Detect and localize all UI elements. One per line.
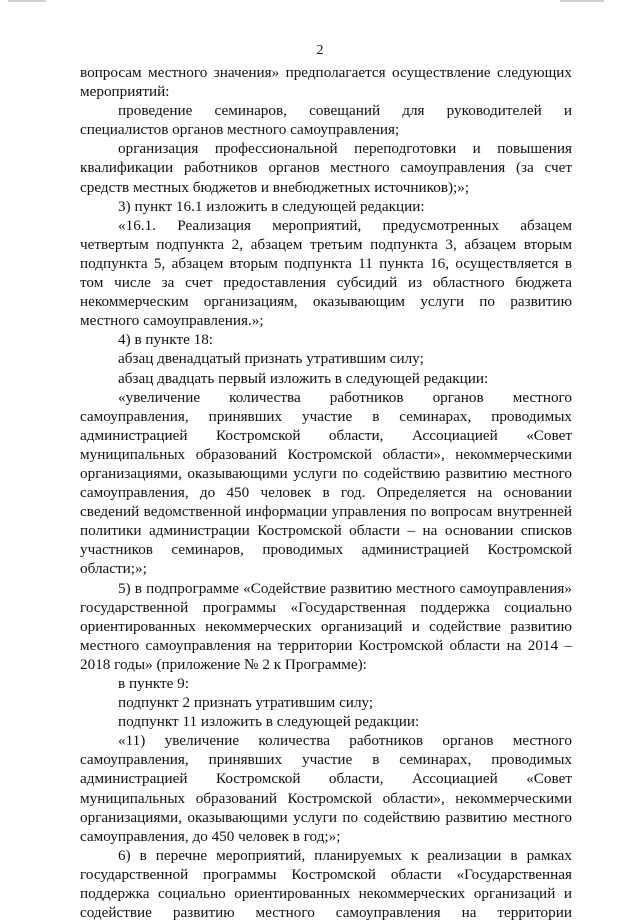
paragraph-training: организация профессиональной переподготовки и повышения квалификации работников органов местного самоуправления (за счет средств местных бюджетов и внебюджетных источников);»; bbox=[80, 140, 572, 196]
document-body bbox=[80, 63, 572, 922]
paragraph-item-6: 6) в перечне мероприятий, планируемых к реализации в рамках государственной программы Костромской области «Государственная поддержка социально ориентированных некоммерческих организаций и содействие развитию местного самоуправления на территории bbox=[80, 846, 572, 922]
paragraph-item-4: 4) в пункте 18: bbox=[118, 331, 214, 349]
scan-edge-mark bbox=[8, 0, 46, 2]
paragraph-point-9: в пункте 9: bbox=[118, 675, 189, 692]
paragraph-indicator-text: «увеличение количества работников органов местного самоуправления, принявших участие в семинарах, проводимых администрацией Костромской области, Ассоциацией «Совет муниципальных образований Костромской области», некоммерческими организациями, оказывающими услуги по содействию развитию местного самоуправления, до 450 человек в год. Определяется на основании сведений ведомственной информации управления по вопросам внутренней политики администрации Костромской области – на основании списков участников семинаров, проводимых администрацией Костромской области;»; bbox=[80, 388, 572, 578]
scan-edge-mark bbox=[560, 0, 604, 2]
paragraph-amend-subpoint-11: подпункт 11 изложить в следующей редакции: bbox=[118, 713, 420, 731]
paragraph-continuation: вопросам местного значения» предполагается осуществление следующих мероприятий: bbox=[80, 64, 572, 101]
paragraph-subpoint-11-text: «11) увеличение количества работников органов местного самоуправления, принявших участие в семинарах, проводимых администрацией Костромской области, Ассоциацией «Совет муниципальных образований Костромской области», некоммерческими организациями, оказывающими услуги по содействию развитию местного самоуправления, до 450 человек в год;»; bbox=[80, 732, 572, 845]
paragraph-repeal-subpoint-2: подпункт 2 признать утратившим силу; bbox=[118, 694, 374, 712]
paragraph-seminars: проведение семинаров, совещаний для руководителей и специалистов органов местного самоуправления; bbox=[80, 102, 572, 139]
paragraph-clause-16-1: «16.1. Реализация мероприятий, предусмотренных абзацем четвертым подпункта 2, абзацем третьим подпункта 3, абзацем вторым подпункта 5, абзацем вторым подпункта 11 пункта 16, осуществляется в том числе за счет предоставления субсидий из областного бюджета некоммерческим организациям, оказывающим услуги по развитию местного самоуправления.»; bbox=[80, 216, 572, 330]
paragraph-item-3: 3) пункт 16.1 изложить в следующей редакции: bbox=[118, 197, 425, 215]
paragraph-repeal-12: абзац двенадцатый признать утратившим силу; bbox=[118, 350, 424, 368]
paragraph-item-5: 5) в подпрограмме «Содействие развитию местного самоуправления» государственной программы «Государственная поддержка социально ориентированных некоммерческих организаций и содействие развитию местного самоуправления на территории Костромской области на 2014 – 2018 годы» (приложение № 2 к Программе): bbox=[80, 579, 572, 673]
page-number: 2 bbox=[316, 43, 324, 58]
paragraph-amend-21: абзац двадцать первый изложить в следующей редакции: bbox=[118, 369, 489, 387]
